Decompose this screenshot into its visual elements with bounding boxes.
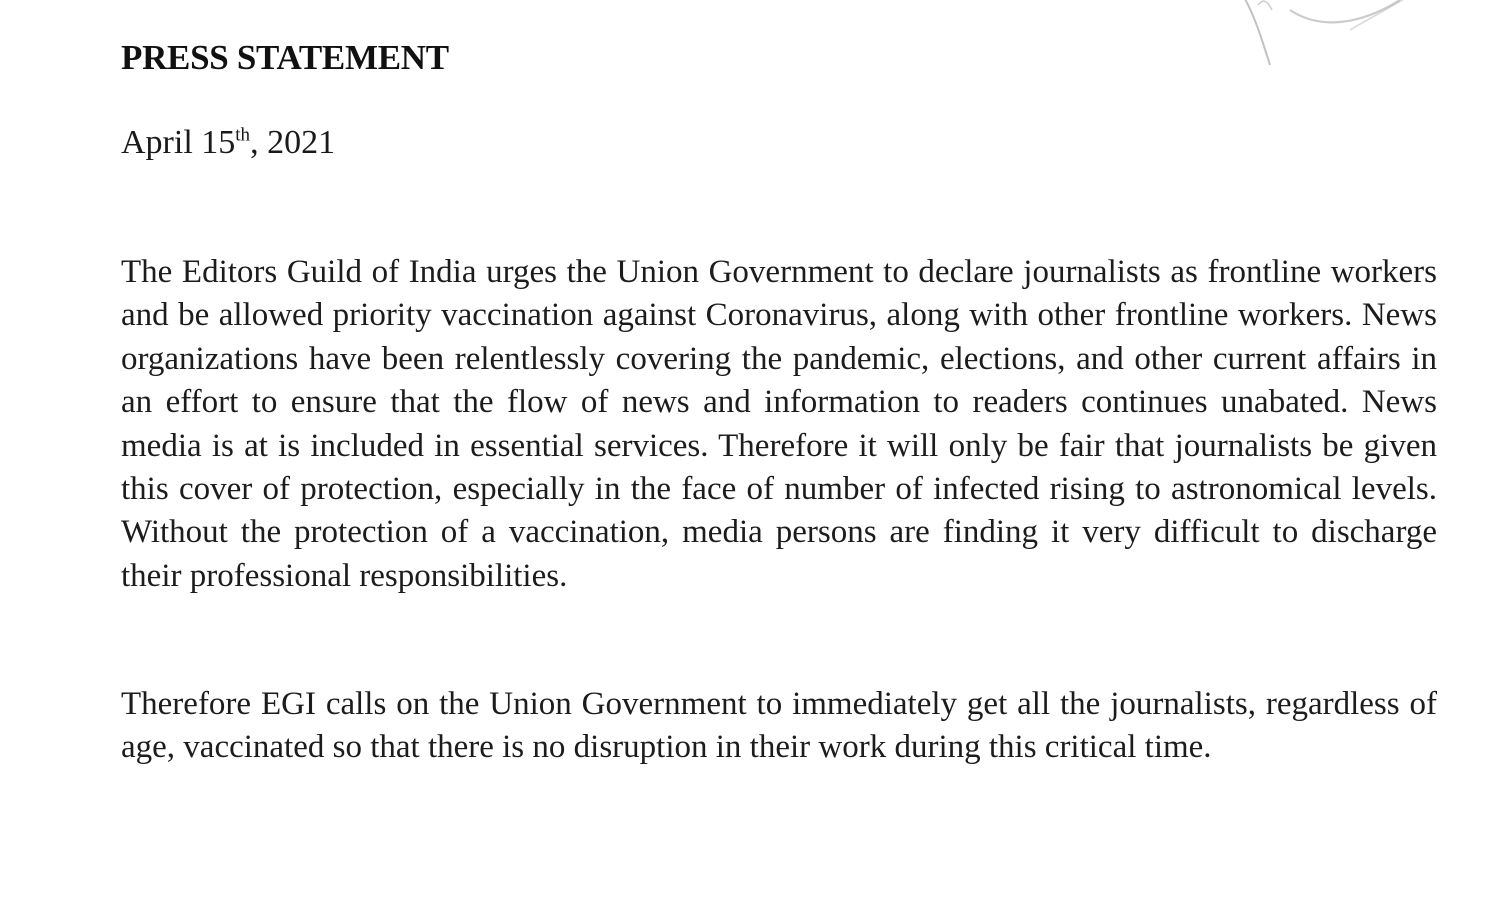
- body-paragraph-1: The Editors Guild of India urges the Union Government to declare journalists as frontline workers and be allowed priority vaccination against Coronavirus, along with other frontline workers. News organizations have been relentlessly covering the pandemic, elections, and other current affairs in an effort to ensure that the flow of news and information to readers continues unabated. News media is at is included in essential services. Therefore it will only be fair that journalists be given this cover of protection, especially in the face of number of infected rising to astronomical levels. Without the protection of a vaccination, media persons are finding it very difficult to discharge their professional responsibilities.: [121, 254, 1437, 594]
- document-title: PRESS STATEMENT: [121, 38, 449, 77]
- document-date: [121, 124, 335, 162]
- date-ordinal-suffix: th: [235, 124, 251, 146]
- handwritten-signature-mark: [1200, 0, 1440, 80]
- body-paragraph-2: Therefore EGI calls on the Union Government to immediately get all the journalists, regardless of age, vaccinated so that there is no disruption in their work during this critical time.: [121, 686, 1437, 766]
- date-month-day: April 15: [121, 124, 236, 161]
- date-year: , 2021: [250, 124, 336, 161]
